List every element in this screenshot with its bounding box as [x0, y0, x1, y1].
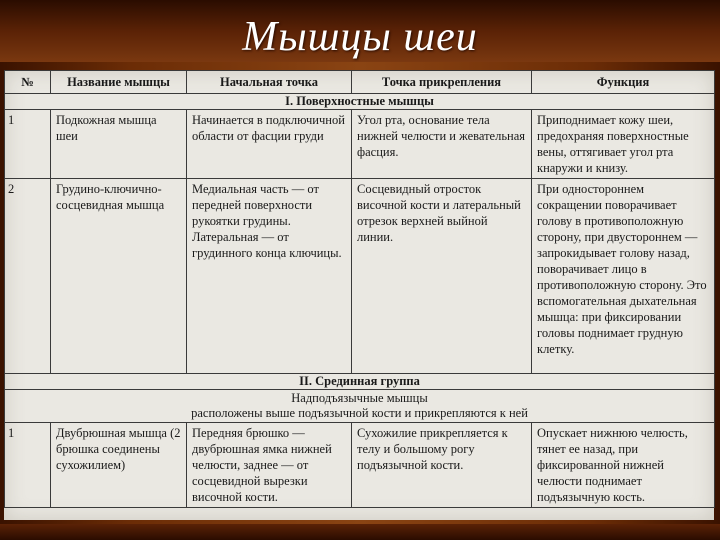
muscle-table	[4, 70, 715, 508]
row-number: 1	[5, 423, 51, 508]
header-origin: Начальная точка	[187, 71, 352, 94]
header-number: №	[5, 71, 51, 94]
table-row	[5, 423, 715, 508]
muscle-function: При одностороннем сокращении поворачивает голову в противоположную сторону, при двустороннем — запрокидывает голову назад, поворачивает лицо в противоположную сторону. Это вспомогательная дыхательная мышца: при фиксировании головы поднимает грудную клетку.	[532, 179, 715, 374]
bottom-decorative-band	[0, 524, 720, 540]
subsection-cell	[5, 390, 715, 423]
section-median: II. Срединная группа	[5, 374, 715, 390]
muscle-origin: Передняя брюшко — двубрюшная ямка нижней челюсти, заднее — от сосцевидной вырезки височной кости.	[187, 423, 352, 508]
muscle-insertion: Сухожилие прикрепляется к телу и большому рогу подъязычной кости.	[352, 423, 532, 508]
subsection-note: расположены выше подъязычной кости и прикрепляются к ней	[191, 406, 528, 420]
slide-title: Мышцы шеи	[242, 14, 478, 60]
row-number: 2	[5, 179, 51, 374]
header-function: Функция	[532, 71, 715, 94]
muscle-origin: Медиальная часть — от передней поверхности рукоятки грудины. Латеральная — от грудинного конца ключицы.	[187, 179, 352, 374]
header-muscle-name: Название мышцы	[51, 71, 187, 94]
subsection-title: Надподъязычные мышцы	[291, 391, 428, 405]
header-insertion: Точка прикрепления	[352, 71, 532, 94]
subsection-row	[5, 390, 715, 423]
muscle-name: Подкожная мышца шеи	[51, 110, 187, 179]
row-number: 1	[5, 110, 51, 179]
table-header-row	[5, 71, 715, 94]
muscle-table-container	[4, 70, 714, 520]
muscle-origin: Начинается в подключичной области от фасции груди	[187, 110, 352, 179]
table-row	[5, 179, 715, 374]
muscle-name: Двубрюшная мышца (2 брюшка соединены сухожилием)	[51, 423, 187, 508]
muscle-name: Грудино-ключично-сосцевидная мышца	[51, 179, 187, 374]
muscle-function: Опускает нижнюю челюсть, тянет ее назад, при фиксированной нижней челюсти поднимает подъязычную кость.	[532, 423, 715, 508]
section-superficial: I. Поверхностные мышцы	[5, 94, 715, 110]
muscle-insertion: Угол рта, основание тела нижней челюсти и жевательная фасция.	[352, 110, 532, 179]
muscle-function: Приподнимает кожу шеи, предохраняя поверхностные вены, оттягивает угол рта кнаружи и книзу.	[532, 110, 715, 179]
muscle-insertion: Сосцевидный отросток височной кости и латеральный отрезок верхней выйной линии.	[352, 179, 532, 374]
section-row	[5, 94, 715, 110]
section-row	[5, 374, 715, 390]
table-row	[5, 110, 715, 179]
